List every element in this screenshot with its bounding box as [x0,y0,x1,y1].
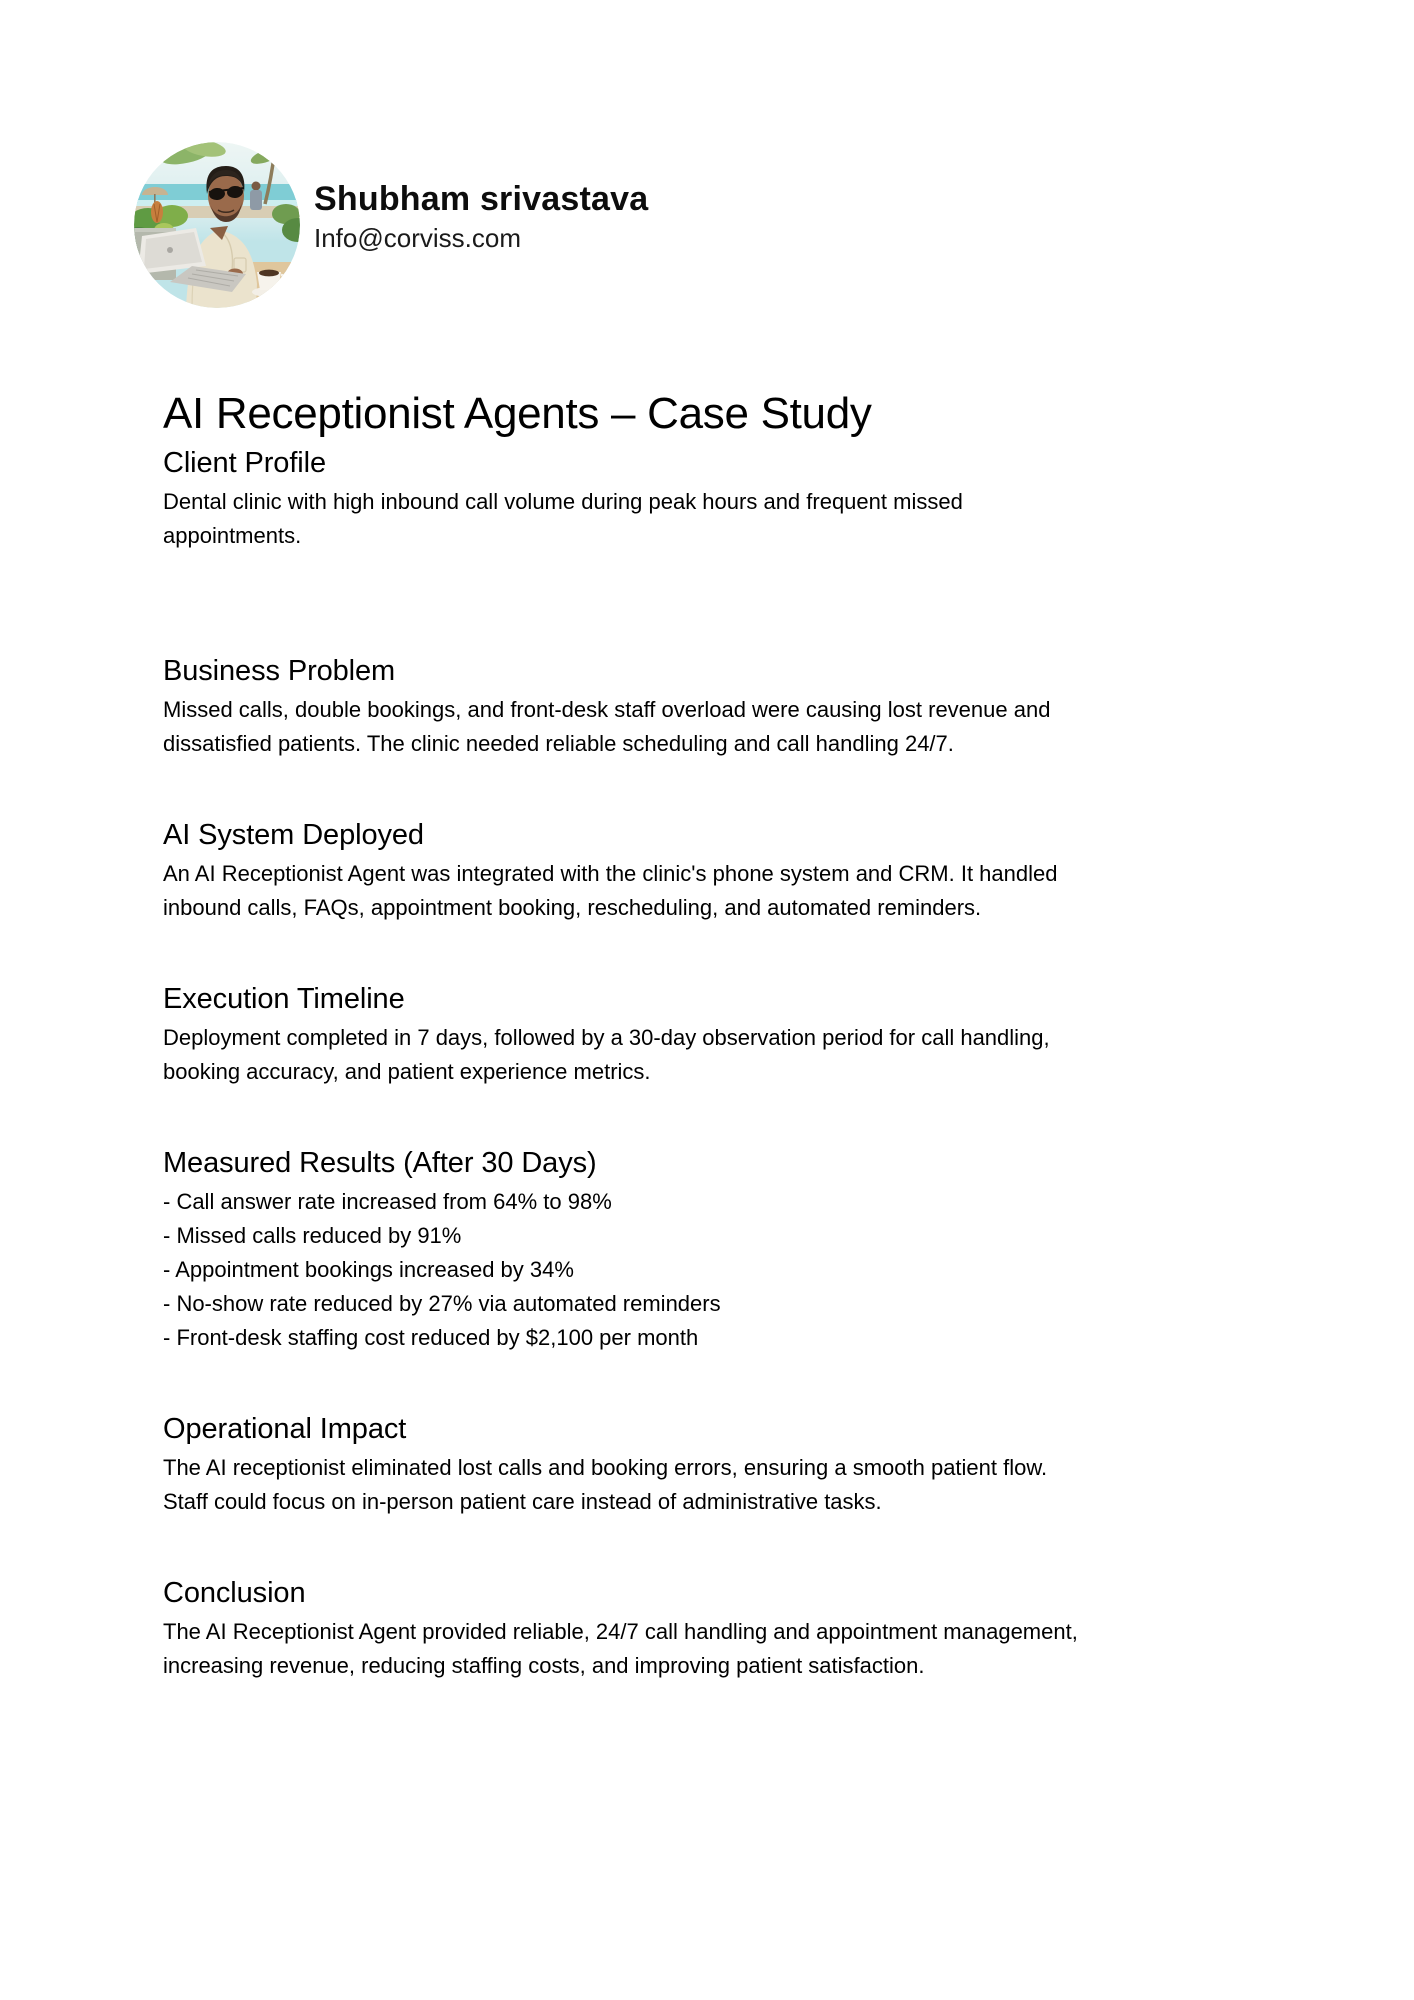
paragraph-line: Staff could focus on in-person patient care instead of administrative tasks. [163,1489,882,1514]
section-execution-timeline [163,981,1294,1089]
bullet-line: - No-show rate reduced by 27% via automated reminders [163,1291,721,1316]
author-header [134,142,648,308]
paragraph-line: The AI Receptionist Agent provided reliable, 24/7 call handling and appointment management, [163,1619,1078,1644]
section-heading: AI System Deployed [163,819,424,851]
section-heading: Business Problem [163,655,396,687]
section-ai-system-deployed [163,817,1294,925]
section-business-problem [163,653,1294,761]
paragraph-line: The AI receptionist eliminated lost calls and booking errors, ensuring a smooth patient flow. [163,1455,1048,1480]
paragraph-line: appointments. [163,523,302,548]
section-heading: Measured Results (After 30 Days) [163,1147,597,1179]
paragraph-line: increasing revenue, reducing staffing costs, and improving patient satisfaction. [163,1653,925,1678]
section-heading: Operational Impact [163,1413,407,1445]
section-heading: Execution Timeline [163,983,405,1015]
section-measured-results [163,1145,1294,1355]
bullet-line: - Front-desk staffing cost reduced by $2,100 per month [163,1325,699,1350]
document-title: AI Receptionist Agents – Case Study [163,389,872,438]
paragraph-line: inbound calls, FAQs, appointment booking, rescheduling, and automated reminders. [163,895,982,920]
bullet-line: - Appointment bookings increased by 34% [163,1257,574,1282]
paragraph-line: Dental clinic with high inbound call volume during peak hours and frequent missed [163,489,963,514]
bullet-line: - Call answer rate increased from 64% to 98% [163,1189,612,1214]
avatar-photo-icon [134,142,300,308]
paragraph-line: booking accuracy, and patient experience metrics. [163,1059,651,1084]
avatar [134,142,300,308]
section-operational-impact [163,1411,1294,1519]
author-info [314,142,648,256]
paragraph-line: Missed calls, double bookings, and front-desk staff overload were causing lost revenue and [163,697,1051,722]
section-client-profile [163,445,1294,553]
paragraph-line: Deployment completed in 7 days, followed by a 30-day observation period for call handling, [163,1025,1050,1050]
author-name: Shubham srivastava [314,180,649,218]
author-email: Info@corviss.com [314,223,521,253]
section-conclusion [163,1575,1294,1683]
section-heading: Conclusion [163,1577,306,1609]
bullet-line: - Missed calls reduced by 91% [163,1223,462,1248]
section-heading: Client Profile [163,447,326,479]
paragraph-line: An AI Receptionist Agent was integrated with the clinic's phone system and CRM. It handled [163,861,1058,886]
paragraph-line: dissatisfied patients. The clinic needed reliable scheduling and call handling 24/7. [163,731,954,756]
